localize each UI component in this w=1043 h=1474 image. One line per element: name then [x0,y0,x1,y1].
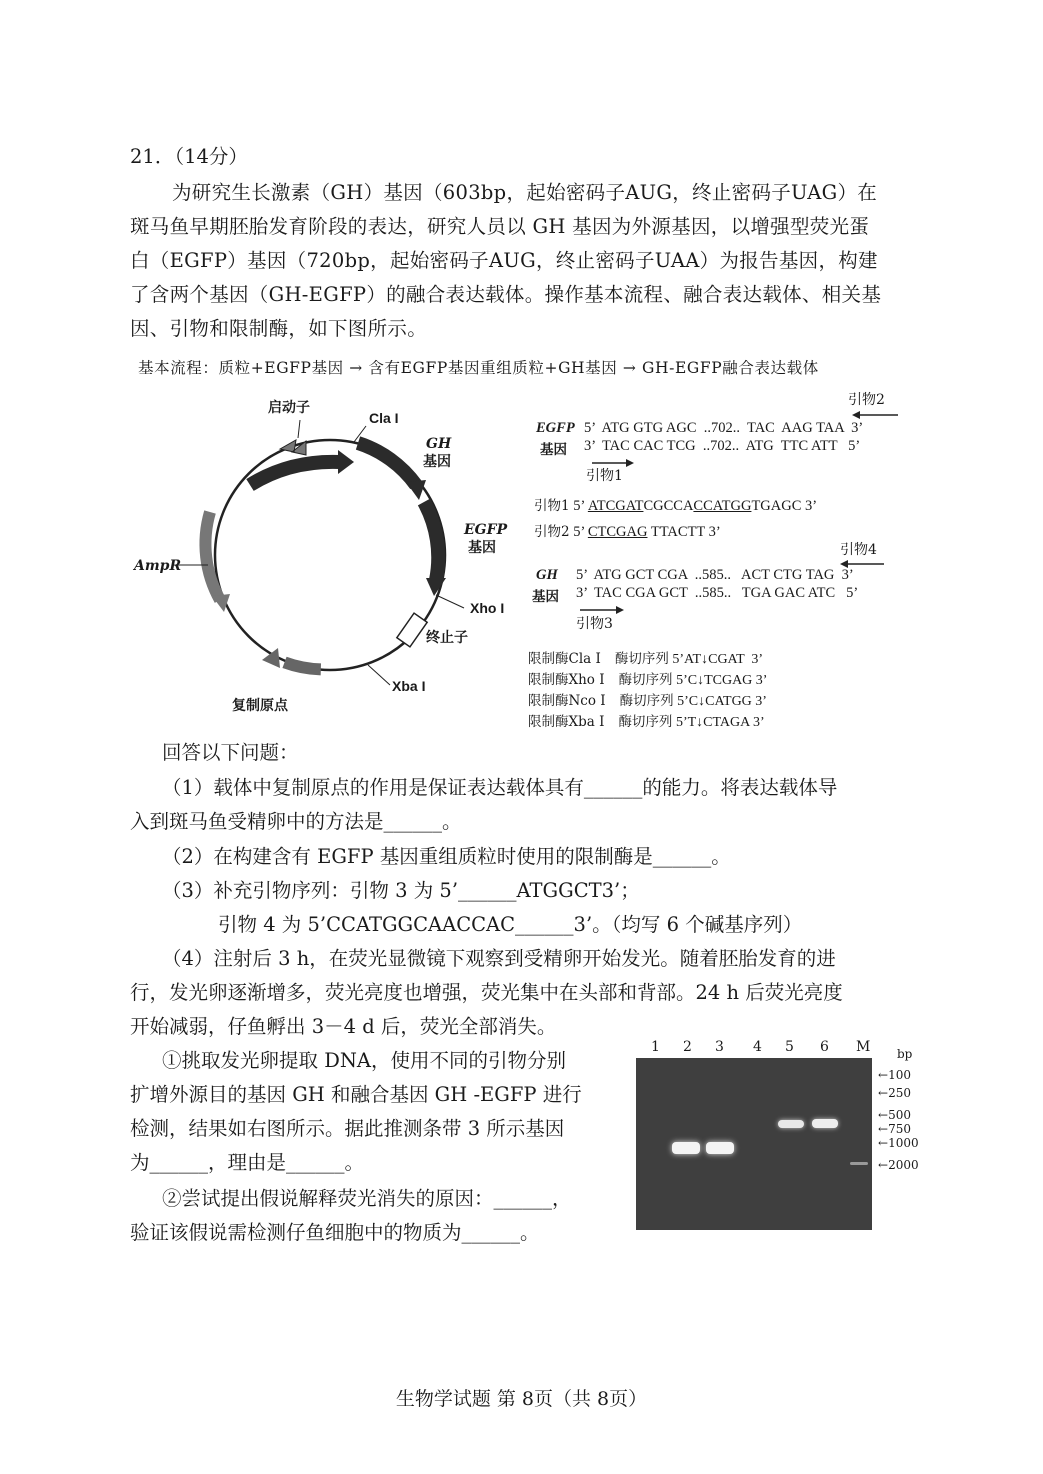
page-footer: 生物学试题 第 8页（共 8页） [395,1388,648,1410]
egfp-seq-label: EGFP [536,420,575,436]
gh-seq-gene-label: 基因 [532,589,559,605]
enzyme-site-label: 酶切序列 [619,693,674,709]
q4-2-line-1: ②尝试提出假说解释荧光消失的原因：______， [162,1187,572,1210]
enzyme-row [528,647,763,668]
q4-1-line-2: 扩增外源目的基因 GH 和融合基因 GH -EGFP 进行 [130,1083,582,1106]
primer1-seq-label: 引物1 [534,498,570,514]
marker-label: 100 [888,1068,911,1082]
intro-line-5: 因、引物和限制酶，如下图所示。 [130,317,428,340]
ampr-label: AmpR [134,558,182,574]
intro-line-1: 为研究生长激素（GH）基因（603bp，起始密码子AUG，终止密码子UAG）在 [172,181,878,204]
basic-flow: 基本流程：质粒+EGFP基因 → 含有EGFP基因重组质粒+GH基因 → GH-EGFP融合表达载体 [138,359,819,377]
egfp-top-strand: 5’ ATG GTG AGC ..702.. TAC AAG TAA 3’ [584,420,864,436]
q4-1-line-3: 检测，结果如右图所示。据此推测条带 3 所示基因 [130,1117,565,1140]
promoter-leader [298,420,300,438]
gel-band [672,1142,700,1154]
gel-band [778,1120,804,1128]
ori-label: 复制原点 [232,698,288,714]
egfp-plasmid-gene-label: 基因 [468,540,496,556]
primer2-seq-label: 引物2 [534,524,570,540]
primer1-clai-site: ATCGAT [587,498,644,514]
gel-band [706,1142,734,1154]
q2-line: （2）在构建含有 EGFP 基因重组质粒时使用的限制酶是______。 [162,845,731,868]
gh-top-strand: 5’ ATG GCT CGA ..585.. ACT CTG TAG 3’ [576,567,854,583]
primer3-arrow-label: 引物3 [576,616,613,632]
marker-label: 750 [888,1122,911,1136]
primer1-ncoi-site: CCATGG [693,498,752,514]
intro-line-3: 白（EGFP）基因（720bp，起始密码子AUG，终止密码子UAA）为报告基因，构建 [130,249,878,272]
marker-row: ←2000 [878,1158,919,1172]
marker-row: ←100 [878,1068,911,1082]
question-number: 21．（14分） [130,145,248,168]
gel-lane-1-label: 1 [651,1039,660,1055]
primer2-suffix: TTACTT 3’ [647,524,721,540]
gel-band [812,1119,838,1128]
primer1-arrow-label: 引物1 [586,468,623,484]
promoter-label: 启动子 [268,400,310,416]
gh-seq-label: GH [536,567,558,583]
enzyme-site: 5’AT↓CGAT 3’ [672,652,764,667]
q4-line-3: 开始减弱，仔鱼孵出 3－4 d 后，荧光全部消失。 [130,1015,557,1038]
primer2-arrow [852,410,900,420]
gel-image [636,1058,872,1230]
egfp-bottom-strand: 3’ TAC CAC TCG ..702.. ATG TTC ATT 5’ [584,438,861,454]
q1-line-2: 入到斑马鱼受精卵中的方法是______。 [130,810,462,833]
enzyme-row [528,689,767,710]
primer1-sequence [534,494,817,515]
egfp-segment [424,502,438,580]
clai-label: Cla I [369,410,399,426]
primer1-suffix: TGAGC 3’ [751,498,818,514]
gel-lane-5-label: 5 [785,1039,794,1055]
enzyme-name: 限制酶Xba I [528,714,605,730]
enzyme-name: 限制酶Xho I [528,672,605,688]
q3-line-2: 引物 4 为 5’CCATGGCAACCAC______3’。（均写 6 个碱基序列） [218,913,803,936]
primer1-mid: CGCCA [643,498,694,514]
q3-line-1: （3）补充引物序列：引物 3 为 5’______ATGGCT3’； [162,879,640,902]
gel-lane-2-label: 2 [683,1039,692,1055]
enzyme-site: 5’T↓CTAGA 3’ [675,715,765,730]
q4-1-line-4: 为______，理由是______。 [130,1151,365,1174]
enzyme-row [528,668,767,689]
xhoi-label: Xho I [470,600,505,616]
q4-2-line-2: 验证该假说需检测仔鱼细胞中的物质为______。 [130,1221,540,1244]
primer2-prefix: 5’ [573,524,588,540]
enzyme-site-label: 酶切序列 [618,672,673,688]
primer1-prefix: 5’ [573,498,588,514]
q4-line-2: 行，发光卵逐渐增多，荧光亮度也增强，荧光集中在头部和背部。24 h 后荧光亮度 [130,981,843,1004]
enzyme-row [528,710,765,731]
enzyme-site: 5’C↓CATGG 3’ [677,694,767,709]
intro-line-2: 斑马鱼早期胚胎发育阶段的表达，研究人员以 GH 基因为外源基因，以增强型荧光蛋 [130,215,870,238]
ori-segment [285,658,321,675]
gh-segment [358,443,416,485]
primer2-arrow-label: 引物2 [848,392,885,408]
gel-marker-band [850,1162,868,1165]
transcription-arrowhead [338,450,354,474]
gh-plasmid-label: GH [426,436,452,452]
egfp-seq-gene-label: 基因 [540,442,567,458]
xbai-label: Xba I [392,678,426,694]
enzyme-site: 5’C↓TCGAG 3’ [676,673,768,688]
marker-label: 500 [888,1108,911,1122]
marker-row: ←750 [878,1122,911,1136]
gel-unit: bp [897,1047,913,1061]
xho-leader [436,595,464,608]
marker-label: 250 [888,1086,911,1100]
marker-row: ←1000 [878,1136,919,1150]
gh-bottom-strand: 3’ TAC CGA GCT ..585.. TGA GAC ATC 5’ [576,585,859,601]
enzyme-site-label: 酶切序列 [614,651,669,667]
enzyme-name: 限制酶Cla I [528,651,601,667]
marker-row: ←500 [878,1108,911,1122]
terminator-box [397,613,427,647]
gel-lane-6-label: 6 [820,1039,829,1055]
primer4-arrow-label: 引物4 [840,542,877,558]
terminator-label: 终止子 [426,630,468,646]
marker-row: ←250 [878,1086,911,1100]
xba-leader [368,665,390,685]
marker-label: 2000 [888,1158,919,1172]
primer2-xhoi-site: CTCGAG [587,524,648,540]
gel-lane-4-label: 4 [753,1039,762,1055]
enzyme-name: 限制酶Nco I [528,693,606,709]
q4-line-1: （4）注射后 3 h，在荧光显微镜下观察到受精卵开始发光。随着胚胎发育的进 [162,947,836,970]
gel-lane-3-label: 3 [715,1039,724,1055]
q1-line-1: （1）载体中复制原点的作用是保证表达载体具有______的能力。将表达载体导 [162,776,838,799]
gh-plasmid-gene-label: 基因 [423,454,451,470]
egfp-segment-arrowhead [426,578,446,596]
gel-lane-m-label: M [856,1039,871,1055]
egfp-plasmid-label: EGFP [464,522,508,538]
marker-label: 1000 [888,1136,919,1150]
primer2-sequence [534,520,721,541]
transcription-arrow [250,462,340,485]
intro-line-4: 了含两个基因（GH-EGFP）的融合表达载体。操作基本流程、融合表达载体、相关基 [130,283,882,306]
q4-1-line-1: ①挑取发光卵提取 DNA，使用不同的引物分别 [162,1049,566,1072]
enzyme-site-label: 酶切序列 [618,714,673,730]
gh-segment-arrowhead [406,480,426,500]
answers-lead: 回答以下问题： [162,741,299,764]
